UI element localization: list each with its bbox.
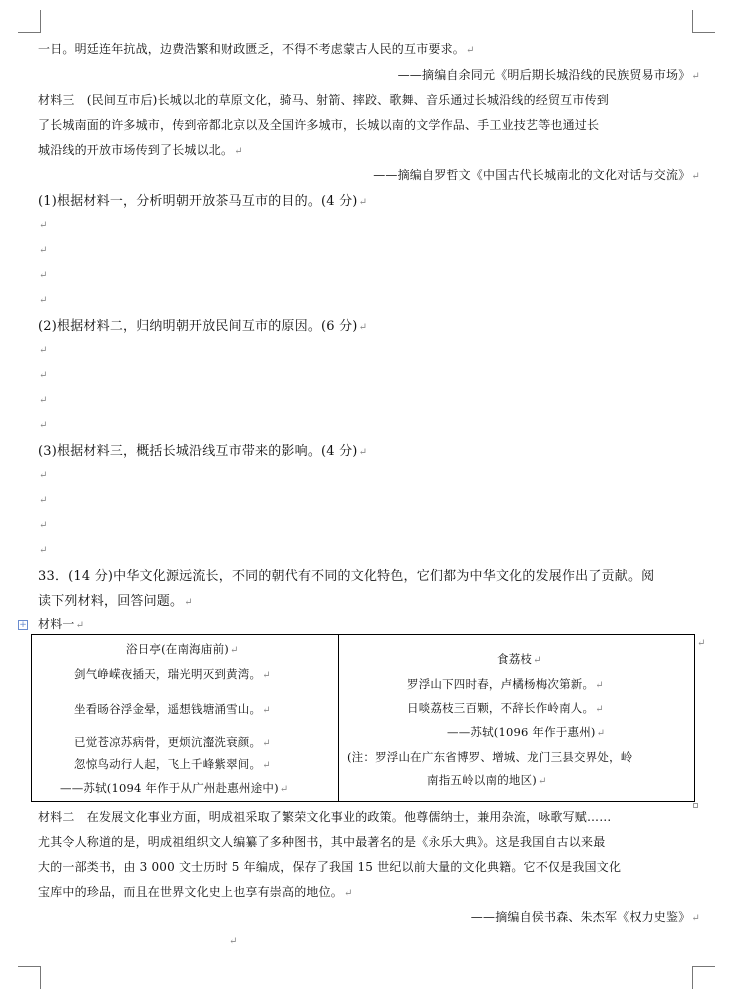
empty-paragraph: ↵ [39, 270, 48, 281]
page-corner-mark [18, 966, 41, 989]
poem-title: 食荔枝↵ [497, 652, 542, 666]
poem-line: 剑气峥嵘夜插天，瑞光明灭到黄湾。↵ [74, 667, 271, 681]
question-3: (3)根据材料三，概括长城沿线互市带来的影响。(4 分)↵ [38, 444, 368, 459]
page-corner-mark [692, 966, 715, 989]
text-line: 宝库中的珍品，而且在世界文化史上也享有崇高的地位。↵ [38, 885, 353, 899]
question-33-intro: 读下列材料，回答问题。↵ [38, 594, 193, 609]
citation: ——摘编自侯书森、朱杰军《权力史鉴》↵ [470, 910, 700, 924]
empty-paragraph: ↵ [39, 345, 48, 356]
empty-paragraph: ↵ [39, 520, 48, 531]
text-line: 一日。明廷连年抗战，边费浩繁和财政匮乏，不得不考虑蒙古人民的互市要求。↵ [38, 42, 475, 56]
question-1: (1)根据材料一，分析明朝开放茶马互市的目的。(4 分)↵ [38, 194, 368, 209]
text-line: 城沿线的开放市场传到了长城以北。↵ [38, 143, 243, 157]
poem-attribution: ——苏轼(1094 年作于从广州赴惠州途中)↵ [60, 781, 289, 795]
poem-note: (注：罗浮山在广东省博罗、增城、龙门三县交界处，岭 [347, 750, 633, 764]
poem-line: 日啖荔枝三百颗，不辞长作岭南人。↵ [407, 701, 604, 715]
question-33-intro: 33．(14 分)中华文化源远流长，不同的朝代有不同的文化特色，它们都为中华文化的发展作出了贡献。阅 [38, 569, 655, 584]
poem-line: 已觉苍凉苏病骨，更烦沆瀣洗衰颜。↵ [74, 735, 271, 749]
table-move-handle[interactable]: + [19, 620, 27, 630]
empty-paragraph: ↵ [39, 370, 48, 381]
material-label: 材料一↵ [38, 617, 85, 631]
empty-paragraph: ↵ [39, 295, 48, 306]
text-line: 材料二 在发展文化事业方面，明成祖采取了繁荣文化事业的政策。他尊儒纳士，兼用杂流，咏歌写赋…… [38, 810, 612, 824]
page-corner-mark [18, 10, 41, 33]
empty-paragraph: ↵ [39, 420, 48, 431]
poem-line: 坐看旸谷浮金晕，遥想钱塘涌雪山。↵ [74, 702, 271, 716]
empty-paragraph: ↵ [39, 395, 48, 406]
empty-paragraph: ↵ [39, 245, 48, 256]
poem-line: 忽惊鸟动行人起，飞上千峰紫翠间。↵ [74, 757, 271, 771]
empty-paragraph: ↵ [39, 470, 48, 481]
poem-title: 浴日亭(在南海庙前)↵ [126, 642, 239, 656]
poem-table [31, 634, 695, 802]
citation: ——摘编自罗哲文《中国古代长城南北的文化对话与交流》↵ [373, 168, 700, 182]
text-line: 尤其令人称道的是，明成祖组织文人编纂了多种图书，其中最著名的是《永乐大典》。这是我国自古以来最 [38, 835, 606, 849]
citation: ——摘编自余同元《明后期长城沿线的民族贸易市场》↵ [397, 68, 700, 82]
empty-paragraph: ↵ [229, 936, 238, 947]
empty-paragraph: ↵ [39, 495, 48, 506]
page-corner-mark [692, 10, 715, 33]
empty-paragraph: ↵ [39, 220, 48, 231]
table-row-end-mark: ↵ [697, 638, 706, 649]
text-line: 了长城南面的许多城市，传到帝都北京以及全国许多城市，长城以南的文学作品、手工业技艺等也通过长 [38, 118, 600, 132]
poem-cell-left [32, 635, 339, 801]
question-2: (2)根据材料二，归纳明朝开放民间互市的原因。(6 分)↵ [38, 319, 368, 334]
empty-paragraph: ↵ [39, 545, 48, 556]
poem-note: 南指五岭以南的地区)↵ [427, 773, 547, 787]
poem-line: 罗浮山下四时春，卢橘杨梅次第新。↵ [407, 677, 604, 691]
text-line: 大的一部类书，由 3 000 文士历时 5 年编成，保存了我国 15 世纪以前大量的文化典籍。它不仅是我国文化 [38, 860, 622, 874]
poem-cell-right [339, 635, 694, 801]
text-line: 材料三 (民间互市后)长城以北的草原文化，骑马、射箭、摔跤、歌舞、音乐通过长城沿线的经贸互市传到 [38, 93, 609, 107]
poem-attribution: ——苏轼(1096 年作于惠州)↵ [447, 725, 606, 739]
